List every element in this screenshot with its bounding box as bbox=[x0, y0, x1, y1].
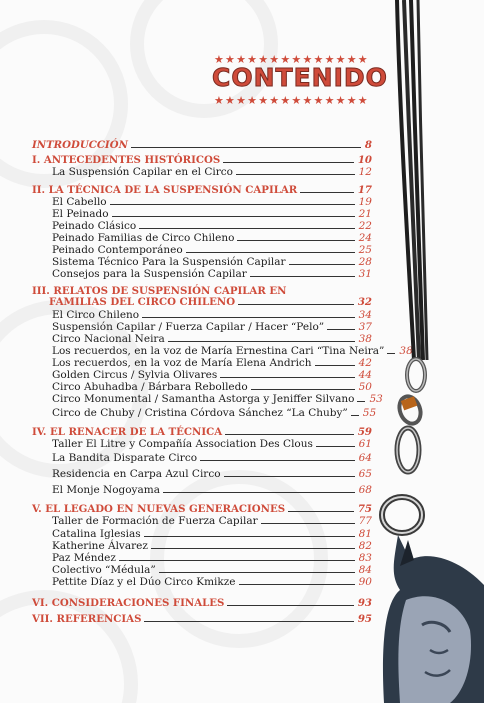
toc-entry[interactable] bbox=[52, 256, 372, 268]
toc-page: 95 bbox=[357, 613, 372, 625]
toc-entry-section[interactable] bbox=[32, 597, 372, 609]
dot-leader bbox=[251, 389, 355, 390]
toc-entry-section[interactable] bbox=[32, 154, 372, 166]
ring-icon bbox=[382, 497, 422, 533]
dot-leader bbox=[186, 252, 355, 253]
toc-page: 37 bbox=[358, 321, 372, 333]
toc-page: 64 bbox=[358, 452, 372, 464]
dot-leader bbox=[144, 536, 355, 537]
dot-leader bbox=[239, 584, 355, 585]
toc-entry[interactable] bbox=[52, 345, 413, 357]
toc-entry[interactable] bbox=[52, 528, 372, 540]
toc-label: Los recuerdos, en la voz de María Ernestina Cari “Tina Neira” bbox=[52, 345, 385, 357]
dot-leader bbox=[139, 228, 354, 229]
toc-entry[interactable] bbox=[52, 208, 372, 220]
dot-leader bbox=[163, 492, 355, 493]
toc-label: Suspensión Capilar / Fuerza Capilar / Hacer “Pelo” bbox=[52, 321, 325, 333]
dot-leader bbox=[261, 523, 355, 524]
toc-label: Katherine Álvarez bbox=[52, 540, 148, 552]
toc-label: Paz Méndez bbox=[52, 552, 116, 564]
toc-page: 82 bbox=[358, 540, 372, 552]
toc-page: 42 bbox=[358, 357, 372, 369]
toc-entry[interactable] bbox=[52, 220, 372, 232]
toc-entry-section[interactable] bbox=[32, 184, 372, 196]
toc-page: 22 bbox=[358, 220, 372, 232]
toc-entry[interactable] bbox=[52, 381, 372, 393]
toc-label: El Cabello bbox=[52, 196, 107, 208]
stars-ornament-bottom: ★★★★★★★★★★★★★★ bbox=[214, 94, 369, 107]
toc-entry[interactable] bbox=[52, 232, 372, 244]
toc-page: 10 bbox=[357, 154, 372, 166]
toc-page: 83 bbox=[358, 552, 372, 564]
dot-leader bbox=[159, 572, 355, 573]
dot-leader bbox=[220, 377, 354, 378]
toc-page: 28 bbox=[358, 256, 372, 268]
dot-leader bbox=[142, 317, 355, 318]
dot-leader bbox=[300, 192, 354, 193]
dot-leader bbox=[327, 329, 354, 330]
toc-page: 32 bbox=[357, 296, 372, 308]
toc-label: Pettite Díaz y el Dúo Circo Kmikze bbox=[52, 576, 236, 588]
toc-entry[interactable] bbox=[52, 484, 372, 496]
toc-entry[interactable] bbox=[52, 452, 372, 464]
toc-page: 19 bbox=[358, 196, 372, 208]
toc-label: Peinado Clásico bbox=[52, 220, 137, 232]
toc-entry[interactable] bbox=[52, 333, 372, 345]
toc-entry-section[interactable] bbox=[32, 613, 372, 625]
toc-entry-section[interactable] bbox=[32, 503, 372, 515]
toc-entry[interactable] bbox=[52, 268, 372, 280]
dot-leader bbox=[288, 511, 354, 512]
toc-page: 38 bbox=[399, 345, 413, 357]
dot-leader bbox=[227, 605, 353, 606]
dot-leader bbox=[144, 621, 353, 622]
carabiner-icon bbox=[396, 359, 425, 472]
dot-leader bbox=[316, 446, 355, 447]
toc-label: INTRODUCCIÓN bbox=[32, 139, 128, 151]
dot-leader bbox=[151, 548, 355, 549]
toc-page: 50 bbox=[358, 381, 372, 393]
toc-page: 8 bbox=[364, 139, 372, 151]
rope-icon bbox=[397, 0, 427, 360]
dot-leader bbox=[225, 434, 354, 435]
toc-entry[interactable] bbox=[52, 393, 383, 405]
toc-label: IV. EL RENACER DE LA TÉCNICA bbox=[32, 426, 223, 438]
toc-label: V. EL LEGADO EN NUEVAS GENERACIONES bbox=[32, 503, 286, 515]
dot-leader bbox=[224, 476, 355, 477]
toc-label: VII. REFERENCIAS bbox=[32, 613, 142, 625]
toc-label: Circo Monumental / Samantha Astorga y Jeniffer Silvano bbox=[52, 393, 355, 405]
toc-label: La Bandita Disparate Circo bbox=[52, 452, 198, 464]
toc-label: Golden Circus / Sylvia Olivares bbox=[52, 369, 218, 381]
toc-page: 61 bbox=[358, 438, 372, 450]
toc-entry[interactable] bbox=[52, 438, 372, 450]
toc-page: 75 bbox=[357, 503, 372, 515]
toc-entry[interactable] bbox=[52, 309, 372, 321]
stars-ornament-top: ★★★★★★★★★★★★★★ bbox=[214, 53, 369, 66]
dot-leader bbox=[315, 365, 355, 366]
toc-entry[interactable] bbox=[52, 468, 372, 480]
dot-leader bbox=[112, 216, 355, 217]
toc-page: 93 bbox=[357, 597, 372, 609]
toc-entry-section[interactable] bbox=[32, 426, 372, 438]
toc-page: 25 bbox=[358, 244, 372, 256]
toc-label: Residencia en Carpa Azul Circo bbox=[52, 468, 221, 480]
toc-page: 81 bbox=[358, 528, 372, 540]
toc-page: 84 bbox=[358, 564, 372, 576]
toc-label: Sistema Técnico Para la Suspensión Capilar bbox=[52, 256, 286, 268]
toc-page: 65 bbox=[358, 468, 372, 480]
hair-suspension-illustration bbox=[370, 0, 484, 703]
toc-entry[interactable] bbox=[52, 321, 372, 333]
performer-figure bbox=[383, 535, 484, 703]
toc-entry[interactable] bbox=[52, 244, 372, 256]
toc-label: Circo Nacional Neira bbox=[52, 333, 165, 345]
toc-label: Catalina Iglesias bbox=[52, 528, 141, 540]
toc-page: 44 bbox=[358, 369, 372, 381]
dot-leader bbox=[168, 341, 355, 342]
toc-label: FAMILIAS DEL CIRCO CHILENO bbox=[49, 296, 236, 308]
toc-entry[interactable] bbox=[52, 552, 372, 564]
toc-label: Peinado Contemporáneo bbox=[52, 244, 183, 256]
toc-page: 12 bbox=[358, 166, 372, 178]
toc-label: Circo Abuhadba / Bárbara Rebolledo bbox=[52, 381, 248, 393]
toc-label: El Peinado bbox=[52, 208, 109, 220]
toc-page: 17 bbox=[357, 184, 372, 196]
toc-page: 59 bbox=[357, 426, 372, 438]
toc-entry[interactable] bbox=[52, 369, 372, 381]
toc-page: 90 bbox=[358, 576, 372, 588]
toc-label: Circo de Chuby / Cristina Córdova Sánchez “La Chuby” bbox=[52, 407, 348, 419]
toc-entry[interactable] bbox=[52, 576, 372, 588]
toc-label: I. ANTECEDENTES HISTÓRICOS bbox=[32, 154, 221, 166]
toc-label: II. LA TÉCNICA DE LA SUSPENSIÓN CAPILAR bbox=[32, 184, 298, 196]
toc-label: La Suspensión Capilar en el Circo bbox=[52, 166, 233, 178]
toc-entry-introduccion[interactable] bbox=[32, 139, 372, 151]
toc-entry-section[interactable] bbox=[49, 296, 372, 308]
toc-label: Consejos para la Suspensión Capilar bbox=[52, 268, 247, 280]
dot-leader bbox=[289, 264, 355, 265]
toc-entry[interactable] bbox=[52, 166, 372, 178]
toc-entry[interactable] bbox=[52, 540, 372, 552]
dot-leader bbox=[200, 460, 355, 461]
toc-label: El Monje Nogoyama bbox=[52, 484, 160, 496]
toc-entry[interactable] bbox=[52, 515, 372, 527]
toc-page: 34 bbox=[358, 309, 372, 321]
toc-page: 21 bbox=[358, 208, 372, 220]
toc-page: 55 bbox=[362, 407, 377, 419]
dot-leader bbox=[351, 415, 359, 416]
dot-leader bbox=[131, 147, 361, 148]
toc-label: Taller El Litre y Compañía Association Des Clous bbox=[52, 438, 313, 450]
dot-leader bbox=[250, 276, 355, 277]
toc-label: El Circo Chileno bbox=[52, 309, 140, 321]
toc-page: 68 bbox=[358, 484, 372, 496]
dot-leader bbox=[119, 560, 355, 561]
dot-leader bbox=[357, 401, 365, 402]
dot-leader bbox=[110, 204, 355, 205]
toc-entry[interactable] bbox=[52, 564, 372, 576]
toc-entry[interactable] bbox=[52, 357, 372, 369]
toc-label: Peinado Familias de Circo Chileno bbox=[52, 232, 235, 244]
toc-page: 53 bbox=[369, 393, 383, 405]
toc-section-heading-line1[interactable]: III. RELATOS DE SUSPENSIÓN CAPILAR EN bbox=[32, 285, 287, 297]
toc-label: Los recuerdos, en la voz de María Elena Andrich bbox=[52, 357, 312, 369]
toc-label: Colectivo “Médula” bbox=[52, 564, 156, 576]
toc-page: 31 bbox=[358, 268, 372, 280]
page-title: CONTENIDO bbox=[212, 63, 388, 92]
dot-leader bbox=[237, 240, 354, 241]
toc-page: 38 bbox=[358, 333, 372, 345]
toc-entry[interactable] bbox=[52, 407, 377, 419]
toc-page: 24 bbox=[358, 232, 372, 244]
toc-label: VI. CONSIDERACIONES FINALES bbox=[32, 597, 225, 609]
toc-label: Taller de Formación de Fuerza Capilar bbox=[52, 515, 258, 527]
toc-entry[interactable] bbox=[52, 196, 372, 208]
dot-leader bbox=[238, 304, 354, 305]
dot-leader bbox=[236, 174, 355, 175]
dot-leader bbox=[223, 162, 354, 163]
toc-page: 77 bbox=[358, 515, 372, 527]
